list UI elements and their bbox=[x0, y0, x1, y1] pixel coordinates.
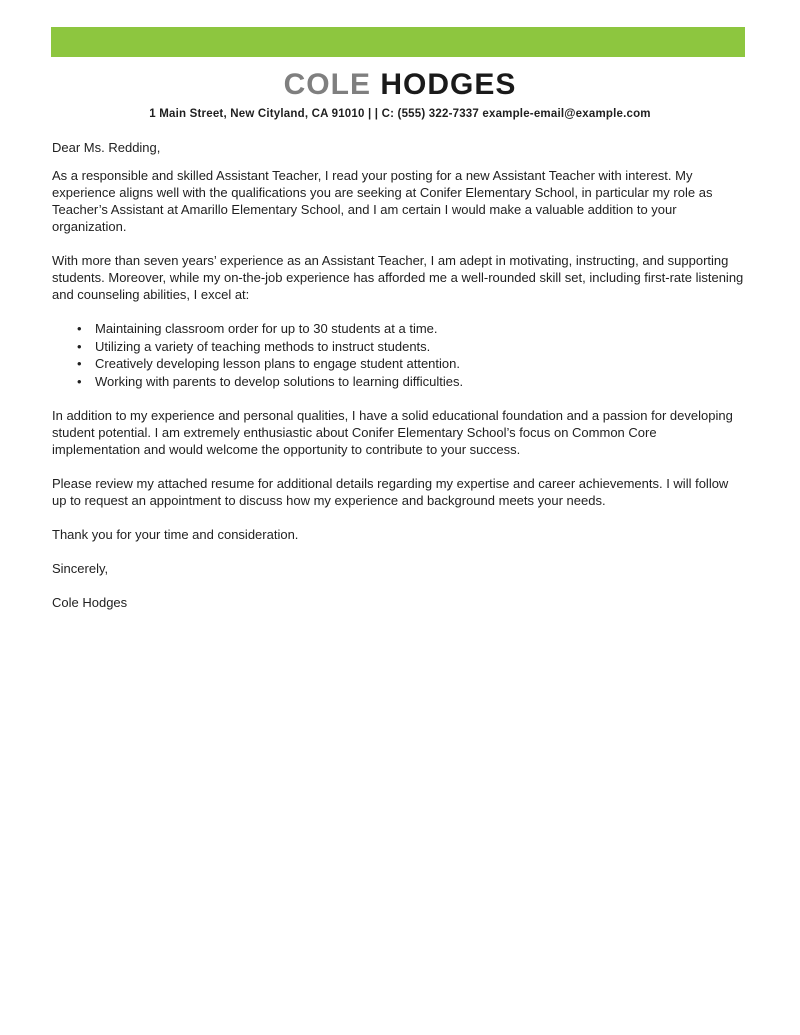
salutation: Dear Ms. Redding, bbox=[52, 140, 161, 155]
paragraph-experience: With more than seven years’ experience as an Assistant Teacher, I am adept in motivating, instructing, and supporting students. Moreover, while my on-the-job experience has afforded me a well-rounded skill set, including first-rate listening and counseling abilities, I excel at: bbox=[52, 253, 744, 302]
paragraph-intro: As a responsible and skilled Assistant Teacher, I read your posting for a new Assistant Teacher with interest. My experience aligns well with the qualifications you are seeking at Conifer Elementary School, in particular my role as Teacher’s Assistant at Amarillo Elementary School, and I am certain I would make a valuable addition to your organization. bbox=[52, 168, 713, 234]
skill-item: • Working with parents to develop solutions to learning difficulties. bbox=[95, 373, 745, 391]
skill-list bbox=[52, 320, 745, 390]
skill-item: • Creatively developing lesson plans to engage student attention. bbox=[95, 355, 745, 373]
paragraph-thanks: Thank you for your time and consideration. bbox=[52, 527, 299, 542]
skill-item: • Maintaining classroom order for up to 30 students at a time. bbox=[95, 320, 745, 338]
signature-name: Cole Hodges bbox=[52, 595, 128, 610]
candidate-name bbox=[0, 68, 800, 102]
skill-item: • Utilizing a variety of teaching methods to instruct students. bbox=[95, 338, 745, 356]
letter-header bbox=[0, 68, 800, 120]
contact-line: 1 Main Street, New Cityland, CA 91010 | | C: (555) 322-7337 example-email@example.com bbox=[149, 108, 651, 120]
valediction: Sincerely, bbox=[52, 561, 109, 576]
paragraph-education: In addition to my experience and personal qualities, I have a solid educational foundation and a passion for developing student potential. I am extremely enthusiastic about Conifer Elementary School’s focus on Common Core implementation and would welcome the opportunity to contribute to your success. bbox=[52, 408, 733, 457]
letter-body bbox=[52, 139, 745, 628]
paragraph-followup: Please review my attached resume for additional details regarding my expertise and career achievements. I will follow up to request an appointment to discuss how my experience and background meets your needs. bbox=[52, 476, 729, 508]
header-accent-bar bbox=[51, 27, 745, 57]
candidate-last-name: HODGES bbox=[380, 68, 517, 101]
candidate-first-name: COLE bbox=[283, 68, 371, 101]
